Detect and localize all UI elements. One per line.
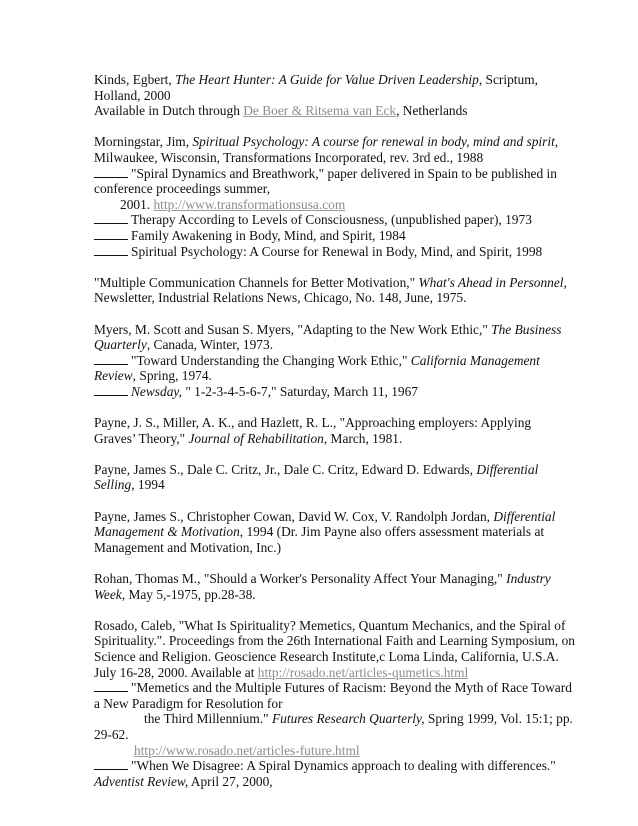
text-line bbox=[94, 711, 573, 727]
text-line bbox=[94, 680, 572, 696]
text-run: Management and Motivation, Inc.) bbox=[94, 539, 282, 555]
text-line bbox=[94, 524, 554, 540]
ditto-blank bbox=[94, 385, 128, 396]
text-line bbox=[94, 197, 554, 213]
title-italic: Journal of Rehabilitation bbox=[188, 430, 324, 446]
text-line bbox=[94, 774, 554, 790]
bibliography-entry-myers bbox=[94, 321, 562, 400]
text-run: the Third Millennium." bbox=[144, 711, 272, 727]
title-italic: Quarterly bbox=[94, 337, 147, 353]
text-line bbox=[94, 165, 557, 182]
ditto-blank bbox=[94, 167, 128, 178]
ditto-blank bbox=[94, 229, 128, 240]
text-line bbox=[94, 477, 554, 493]
title-italic: California Management bbox=[410, 352, 540, 368]
text-line bbox=[94, 509, 554, 525]
text-line bbox=[94, 274, 567, 291]
text-line bbox=[94, 368, 554, 384]
text-line bbox=[94, 353, 554, 369]
text-line bbox=[94, 321, 562, 338]
bibliography-entry-rohan bbox=[94, 571, 554, 602]
text-run: a New Paradigm for Resolution for bbox=[94, 695, 283, 711]
text-run: , Netherlands bbox=[396, 103, 468, 119]
text-run: "Memetics and the Multiple Futures of Racism: Beyond the Myth of Race Toward bbox=[131, 680, 572, 696]
text-run: "When We Disagree: A Spiral Dynamics approach to dealing with differences." bbox=[131, 758, 556, 774]
link-de-boer-ritsema[interactable]: De Boer & Ritsema van Eck bbox=[243, 103, 397, 119]
text-line bbox=[94, 633, 576, 649]
text-line bbox=[94, 587, 554, 603]
text-line bbox=[94, 290, 554, 306]
text-run: , March, 1981. bbox=[323, 430, 403, 446]
text-run: " 1-2-3-4-5-6-7," Saturday, March 11, 1967 bbox=[181, 383, 419, 399]
text-run: Morningstar, Jim, bbox=[94, 134, 193, 150]
title-italic: The Heart Hunter: A Guide for Value Driven Leadership bbox=[175, 72, 479, 87]
ditto-blank bbox=[94, 681, 128, 692]
text-run: Rohan, Thomas M., "Should a Worker's Personality Affect Your Managing," bbox=[94, 571, 507, 586]
ditto-blank bbox=[94, 213, 128, 224]
text-run: Family Awakening in Body, Mind, and Spirit, 1984 bbox=[131, 227, 406, 243]
text-line bbox=[94, 181, 554, 197]
text-run: , 1994 bbox=[131, 477, 165, 493]
document-page bbox=[94, 72, 576, 805]
text-line bbox=[94, 228, 554, 244]
title-italic: Management & Motivation bbox=[94, 524, 240, 540]
title-italic: Differential bbox=[476, 461, 539, 477]
title-italic: Differential bbox=[493, 508, 556, 524]
title-italic: Review bbox=[94, 368, 133, 384]
link-rosado-qumetics[interactable]: http://rosado.net/articles-qumetics.html bbox=[257, 664, 469, 680]
text-line bbox=[94, 88, 554, 104]
text-run: conference proceedings summer, bbox=[94, 181, 271, 197]
text-line bbox=[94, 462, 554, 478]
text-line bbox=[94, 431, 554, 447]
text-line bbox=[94, 665, 554, 681]
bibliography-entry-kinds bbox=[94, 72, 554, 119]
bibliography-entry-multiple-communication bbox=[94, 274, 567, 306]
text-line bbox=[94, 727, 554, 743]
text-line bbox=[94, 571, 554, 587]
text-run: Graves’ Theory," bbox=[94, 430, 189, 446]
text-line bbox=[94, 758, 554, 774]
text-line bbox=[94, 150, 554, 166]
text-run: Payne, J. S., Miller, A. K., and Hazlett, R. L., "Approaching employers: Applying bbox=[94, 415, 532, 431]
title-italic: The Business bbox=[491, 321, 562, 337]
text-run: Payne, James S., Christopher Cowan, David W. Cox, V. Randolph Jordan, bbox=[94, 508, 494, 524]
ditto-blank bbox=[94, 759, 128, 770]
bibliography-entry-morningstar bbox=[94, 134, 559, 259]
text-line bbox=[94, 415, 554, 431]
text-line bbox=[94, 743, 554, 759]
title-italic: Selling bbox=[94, 477, 132, 493]
text-line bbox=[94, 212, 554, 228]
title-italic: Week bbox=[94, 586, 122, 602]
text-run: Therapy According to Levels of Consciousness, (unpublished paper), 1973 bbox=[131, 212, 532, 228]
ditto-blank bbox=[94, 245, 128, 256]
link-transformationsusa[interactable]: http://www.transformationsusa.com bbox=[153, 196, 346, 212]
bibliography-entry-payne-differential-management bbox=[94, 509, 554, 556]
title-italic: Spiritual Psychology: A course for renewal in body, mind and spirit, bbox=[192, 134, 559, 150]
text-run: Milwaukee, Wisconsin, Transformations Incorporated, rev. 3rd ed., 1988 bbox=[94, 149, 484, 165]
text-run: Payne, James S., Dale C. Critz, Jr., Dale C. Critz, Edward D. Edwards, bbox=[94, 461, 477, 477]
text-line bbox=[94, 540, 554, 556]
title-italic: Newsday, bbox=[131, 383, 182, 399]
text-run: Science and Religion. Geoscience Research Institute,c Loma Linda, California, U.S.A. bbox=[94, 648, 559, 664]
text-line bbox=[94, 134, 559, 150]
text-run: "Toward Understanding the Changing Work Ethic," bbox=[131, 352, 411, 368]
text-run: "Multiple Communication Channels for Better Motivation," bbox=[94, 274, 419, 290]
text-line bbox=[94, 103, 554, 119]
text-line bbox=[94, 244, 554, 260]
text-run: Newsletter, Industrial Relations News, Chicago, No. 148, June, 1975. bbox=[94, 290, 467, 306]
text-run: Kinds, Egbert, bbox=[94, 72, 176, 87]
text-run: , bbox=[563, 274, 567, 290]
text-run: , Canada, Winter, 1973. bbox=[146, 337, 274, 353]
text-line bbox=[94, 384, 554, 400]
text-run: Holland, 2000 bbox=[94, 87, 171, 103]
text-run: Spiritual Psychology: A Course for Renewal in Body, Mind, and Spirit, 1998 bbox=[131, 243, 543, 259]
title-italic: Industry bbox=[506, 571, 551, 586]
text-run: Available in Dutch through bbox=[94, 103, 244, 119]
text-run: 29-62. bbox=[94, 726, 129, 742]
text-run: Spring 1999, Vol. 15:1; pp. bbox=[424, 711, 573, 727]
text-run: Rosado, Caleb, "What Is Spirituality? Memetics, Quantum Mechanics, and the Spiral of bbox=[94, 617, 566, 633]
text-run: , Spring, 1974. bbox=[132, 368, 212, 384]
text-run: Myers, M. Scott and Susan S. Myers, "Adapting to the New Work Ethic," bbox=[94, 321, 492, 337]
link-rosado-future[interactable]: http://www.rosado.net/articles-future.html bbox=[134, 742, 360, 758]
text-line bbox=[94, 337, 554, 353]
bibliography-entry-rosado bbox=[94, 617, 576, 790]
text-run: , 1994 (Dr. Jim Payne also offers assessment materials at bbox=[239, 524, 545, 540]
text-line bbox=[94, 72, 554, 88]
title-italic: Futures Research Quarterly, bbox=[271, 711, 425, 727]
text-run: April 27, 2000, bbox=[188, 773, 273, 789]
text-run: , Scriptum, bbox=[478, 72, 538, 87]
text-run: Spirituality.". Proceedings from the 26th International Faith and Learning Symposium, on bbox=[94, 633, 576, 649]
text-run: "Spiral Dynamics and Breathwork," paper delivered in Spain to be published in bbox=[131, 165, 557, 181]
text-line bbox=[94, 648, 559, 665]
ditto-blank bbox=[94, 354, 128, 365]
bibliography-entry-payne-differential-selling bbox=[94, 462, 554, 493]
title-italic: Adventist Review, bbox=[94, 773, 189, 789]
bibliography-entry-payne-js bbox=[94, 415, 554, 446]
text-run: 2001. bbox=[120, 196, 154, 212]
title-italic: What's Ahead in Personnel bbox=[418, 274, 564, 290]
text-line bbox=[94, 696, 554, 712]
text-line bbox=[94, 617, 566, 634]
text-run: , May 5,-1975, pp.28-38. bbox=[121, 586, 256, 602]
text-run: July 16-28, 2000. Available at bbox=[94, 664, 258, 680]
